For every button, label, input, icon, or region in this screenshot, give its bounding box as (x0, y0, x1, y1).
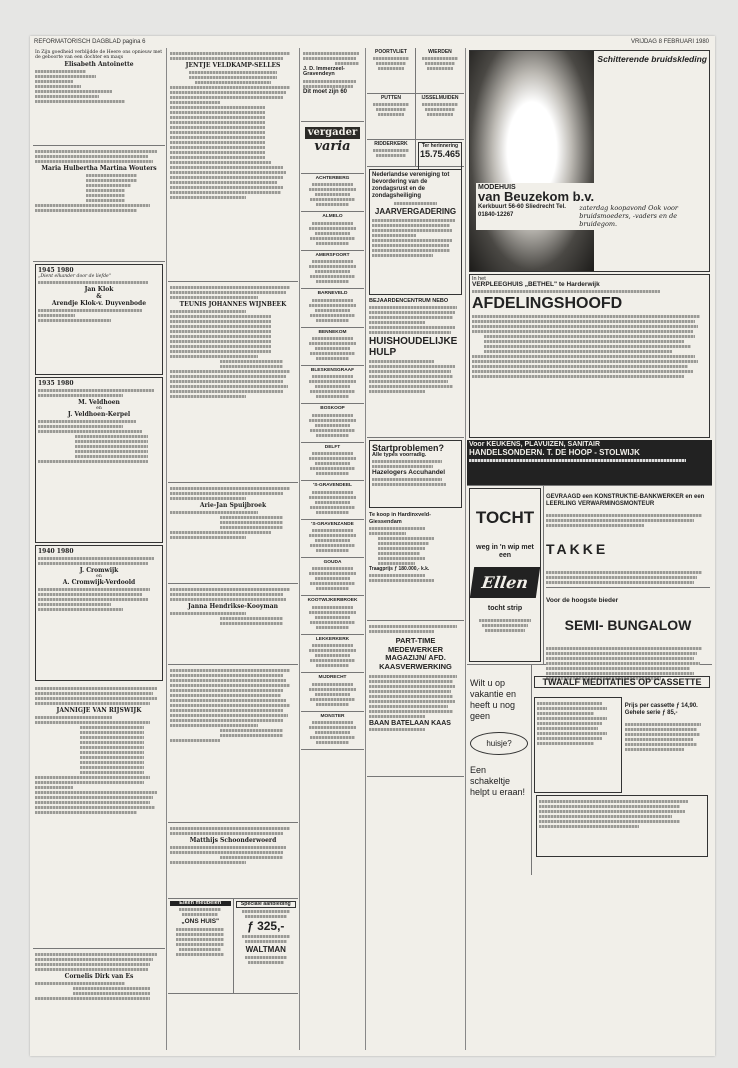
ad-semi-bungalow: Voor de hoogste bieder SEMI- BUNGALOW (546, 587, 710, 680)
order-coupon[interactable] (536, 795, 708, 857)
spouse-name: J. Cromwijk (79, 567, 119, 574)
ad-modehuis-van-beuzekom: Schitterende bruidskleding MODEHUIS van Beuzekom b.v. Kerkbuurt 56-60 Sliedrecht Tel. 01840-12267 zaterdag koopavond Ook voor bruidsmoeders, -vaders en de bruidegom. (469, 50, 710, 272)
ad-price: ƒ 325,- (247, 919, 285, 934)
death-notice-schoonderwoerd (168, 823, 298, 899)
anniversary-quote: „Dient elkander door de liefde" (38, 274, 111, 279)
vacancy-title: GEVRAAGD een KONSTRUKTIE-BANKWERKER en een LEERLING VERWARMINGSMONTEUR (546, 494, 705, 507)
deceased-name: Arie-Jan Spuijbroek (199, 502, 267, 509)
church-service (301, 520, 364, 558)
church-town: 'S-GRAVENZANDE (311, 521, 354, 527)
vacancy-title: AFDELINGSHOOFD (472, 294, 623, 312)
page-header-right: VRIJDAG 8 FEBRUARI 1980 (630, 39, 709, 45)
meeting-title: JAARVERGADERING (374, 207, 457, 216)
anniversary-notice-3 (35, 545, 163, 681)
spouse-name: Jan Klok (84, 286, 114, 294)
ad-zondagsrust (369, 169, 462, 295)
price: Prijs per cassette ƒ 14,90. Gehele serie ƒ 85,- (624, 703, 698, 716)
church-service-list (301, 174, 364, 750)
anniversary-notice-1 (35, 264, 163, 375)
logo-text: varia (314, 139, 351, 154)
church-town: MONSTER (320, 713, 345, 719)
column-advertisements (467, 48, 712, 1050)
deceased-name: Cornelis Dirk van Es (64, 973, 134, 980)
shop-name: „ONS HUIS" (181, 918, 220, 926)
spouse-name: M. Veldhoen (78, 399, 120, 406)
ad-vakantiehuisje: Wilt u op vakantie en heeft u nog geen huisje? Een schakeltje helpt u eraan! (467, 665, 531, 875)
ad-eiken-meubelen (168, 899, 234, 994)
anniversary-years: 1935 1980 (38, 380, 74, 387)
ad-banner: Schitterende bruidskleding (597, 54, 707, 64)
notice-intro: In Zijn goedheid verblijdde de Heere ons opnieuw met de geboorte van een dochter en maqs (35, 50, 163, 61)
child-name: Elisabeth Antoinette (64, 60, 134, 68)
church-town: BOSKOOP (320, 406, 345, 412)
church-town: DELFT (324, 444, 341, 450)
church-service: PUTTEN (367, 94, 415, 140)
ad-title: Te koop in Hardinxveld-Giessendam (369, 512, 431, 525)
shop-name: Hazelogers Accuhandel (372, 469, 446, 477)
ad-part-time-medewerker (367, 621, 464, 777)
anniversary-notice-2 (35, 377, 163, 543)
death-notice-2 (33, 949, 165, 1044)
company-logo: TAKKE (546, 541, 609, 557)
church-town: ACHTERBERG (315, 176, 350, 181)
ad-title: TWAALF MEDITATIES OP CASSETTE (534, 676, 710, 688)
church-town: KOOTWIJKERBROEK (307, 598, 358, 604)
ad-startproblemen: Startproblemen? Alle types voorradig. Hazelogers Accuhandel (369, 440, 462, 508)
column-church-services-1 (301, 48, 364, 1050)
ad-keukens-de-hoop: Voor KEUKENS, PLAVUIZEN, SANITAIR HANDELSONDERN. T. DE HOOP - STOLWIJK (467, 440, 712, 486)
church-service (301, 251, 364, 289)
shop-address: Kerkbuurt 56-60 Sliedrecht Tel. 01840-12267 (478, 204, 566, 218)
church-town: AMERSFOORT (315, 252, 350, 258)
church-town: BARNEVELD (317, 291, 348, 297)
church-town: BLESKENSGRAAF (310, 368, 355, 374)
notice-name: J. D. Immerzeel-Gravendeyn (303, 66, 345, 78)
church-service (301, 481, 364, 519)
shop-slogan: zaterdag koopavond Ook voor bruidsmoeders, -vaders en de bruidegom. (579, 204, 679, 229)
column-church-and-ads (367, 48, 464, 1050)
birth-notice-2 (33, 146, 165, 262)
death-notice-veldkamp (168, 48, 298, 282)
ad-title: Voor KEUKENS, PLAVUIZEN, SANITAIR (469, 441, 601, 448)
ad-nebo-huishoudelijke-hulp (367, 297, 464, 438)
church-town: MIJDRECHT (318, 675, 347, 681)
vergader-varia-logo (301, 122, 364, 174)
church-service (301, 443, 364, 481)
ad-title: Speciale aanbieding (236, 901, 297, 908)
employer-name: VERPLEEGHUIS „BETHEL" (472, 281, 558, 289)
church-service (301, 328, 364, 366)
church-service: RIDDERKERK (367, 140, 415, 173)
ad-te-koop (367, 510, 464, 621)
ad-bethel-vacancy: In het VERPLEEGHUIS „BETHEL" te Harderwijk AFDELINGSHOOFD (469, 274, 710, 438)
speech-bubble: huisje? (470, 732, 528, 755)
church-service (301, 558, 364, 596)
shop-name: HANDELSONDERN. T. DE HOOP (469, 448, 592, 458)
anniversary-years: 1945 1980 (38, 267, 74, 274)
death-notice-1 (33, 683, 165, 949)
vacancy-title: PART-TIME MEDEWERKER MAGAZIJN/ AFD. KAASVERWERKING (379, 636, 452, 671)
thanks-notice (168, 665, 298, 823)
deceased-name: Matthijs Schoonderwoerd (189, 837, 277, 844)
ad-tochtstrip: TOCHT weg in 'n wip met een Ellen tocht strip (469, 488, 541, 662)
church-service (301, 596, 364, 634)
church-service (301, 212, 364, 250)
deceased-name: JENTJE VELDKAMP-SELLES (185, 62, 281, 69)
stats-number: 15.75.465 (419, 149, 460, 160)
shop-name: van Beuzekom b.v. (478, 189, 595, 205)
church-service (301, 174, 364, 212)
column-family-notices-1 (33, 48, 165, 1050)
ad-title: TOCHT (475, 508, 535, 527)
ad-takke (543, 486, 712, 664)
shop-name: WALTMAN (245, 945, 286, 955)
church-service (301, 289, 364, 327)
church-service: IJSSELMUIDEN (416, 94, 464, 140)
ad-rekenmachine (234, 899, 299, 994)
church-town: LEKKERKERK (315, 636, 350, 642)
deceased-name: JANNIGJE VAN RIJSWIJK (56, 707, 142, 714)
church-town: 'S-GRAVENDEEL (313, 483, 352, 489)
spouse-name: J. Veldhoen-Kerpel (67, 411, 131, 419)
vacancy-title: HUISHOUDELIJKE HULP (369, 336, 458, 359)
anniversary-years: 1940 1980 (38, 548, 74, 555)
church-town: BENNEKOM (318, 329, 347, 335)
death-notice-spuijbroek (168, 483, 298, 584)
org-title: BEJAARDENCENTRUM NEBO (369, 298, 449, 304)
price: Traagprijs ƒ 180.000,- k.k. (369, 566, 430, 572)
child-name: Maria Hulbertha Martina Wouters (41, 165, 157, 172)
correction-notice (301, 48, 364, 122)
church-service: POORTVLIET (367, 48, 415, 94)
spouse-name: A. Cromwijk-Verdoold (62, 579, 136, 587)
church-town: GOUDA (323, 560, 342, 566)
church-service (301, 635, 364, 673)
death-notice-hendrikse (168, 584, 298, 665)
page-header-left: REFORMATORISCH DAGBLAD pagina 6 (34, 39, 146, 45)
column-family-notices-2 (168, 48, 298, 1050)
deceased-name: TEUNIS JOHANNES WIJNBEEK (179, 301, 287, 308)
ad-title: Eiken meubelen (170, 901, 231, 906)
ad-cassettes (531, 665, 712, 875)
church-service: WIERDEN (416, 48, 464, 94)
correction-text: Dit moet zijn 60 (303, 88, 348, 95)
stats-box: Ter herinnering 15.75.465 (418, 142, 462, 170)
company-name: BAAN BATELAAN KAAS (369, 720, 451, 727)
ampersand: & (96, 293, 102, 301)
assoc-title: Nederlandse vereniging tot bevordering van de zondagsrust en de zondagsheiliging (372, 172, 450, 199)
bride-photo (470, 51, 594, 271)
ad-title: Startproblemen? (372, 443, 445, 453)
logo-text: vergader (305, 127, 360, 139)
church-service (301, 673, 364, 711)
spouse-name: Arendje Klok-v. Duyvenbode (51, 300, 147, 308)
conjunction: en (96, 574, 102, 579)
newspaper-page (30, 36, 715, 1056)
church-service (301, 404, 364, 442)
death-notice-wijnbeek (168, 282, 298, 483)
conjunction: en (96, 406, 102, 411)
church-service (301, 712, 364, 750)
church-town: ALMELO (322, 214, 343, 220)
church-service (301, 366, 364, 404)
brand-logo: Ellen (470, 567, 540, 598)
birth-notice-1 (33, 48, 165, 146)
ad-title: SEMI- BUNGALOW (564, 616, 692, 633)
cassette-image (534, 697, 622, 793)
deceased-name: Janna Hendrikse-Kooyman (188, 603, 278, 610)
